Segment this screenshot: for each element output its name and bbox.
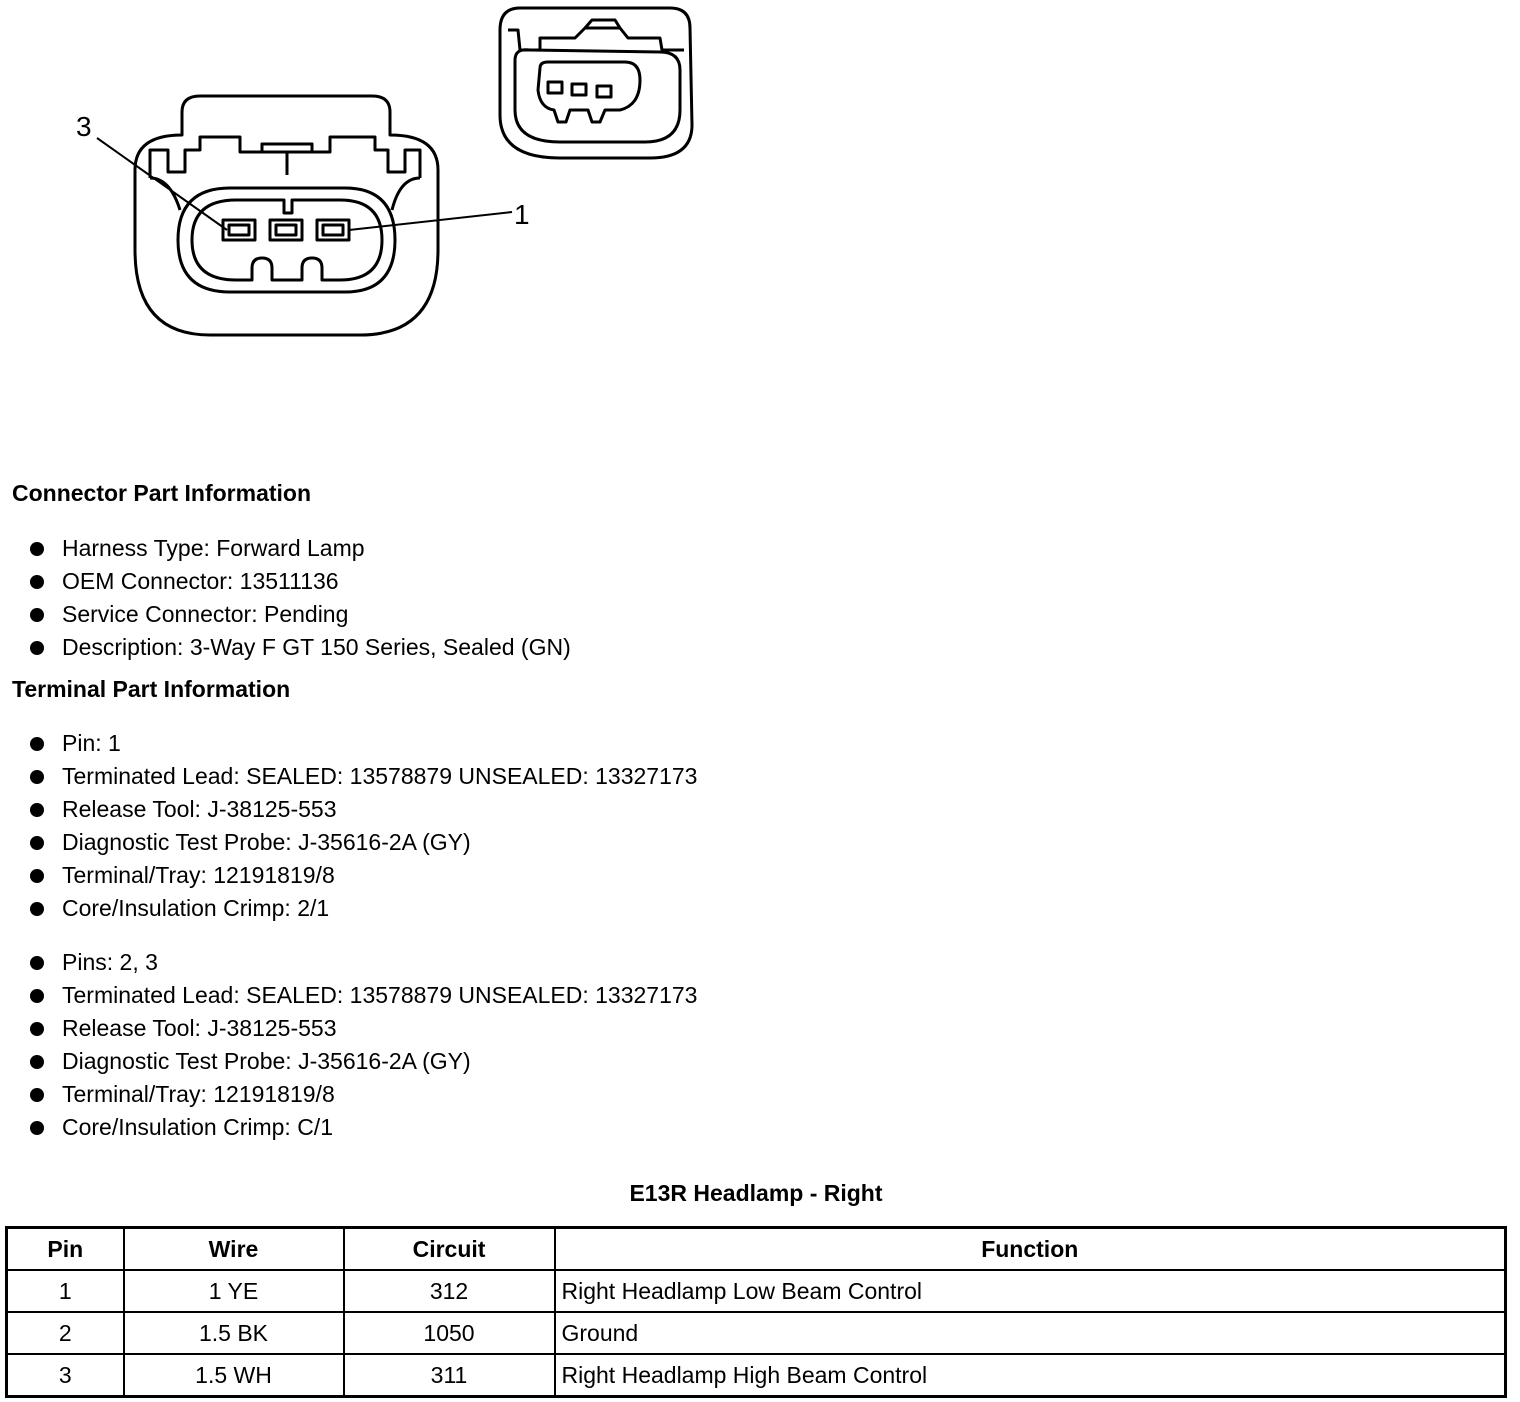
bullet-icon <box>30 1022 44 1036</box>
list-item: Terminal/Tray: 12191819/8 <box>30 859 697 892</box>
table-row <box>7 1270 1506 1312</box>
terminal-info-list-pin1 <box>30 727 697 925</box>
column-header-wire: Wire <box>124 1228 344 1271</box>
bullet-icon <box>30 641 44 655</box>
terminal-info-heading: Terminal Part Information <box>12 676 291 702</box>
list-item: Terminal/Tray: 12191819/8 <box>30 1078 697 1111</box>
list-item: Core/Insulation Crimp: C/1 <box>30 1111 697 1144</box>
cell-wire: 1 YE <box>124 1270 344 1312</box>
list-item: OEM Connector: 13511136 <box>30 565 571 598</box>
list-item: Service Connector: Pending <box>30 598 571 631</box>
cell-function: Right Headlamp High Beam Control <box>555 1354 1506 1397</box>
bullet-icon <box>30 836 44 850</box>
cell-wire: 1.5 WH <box>124 1354 344 1397</box>
list-item: Pin: 1 <box>30 727 697 760</box>
pin-table-title: E13R Headlamp - Right <box>629 1180 883 1206</box>
callout-3: 3 <box>76 111 92 142</box>
connector-info-heading: Connector Part Information <box>12 480 312 506</box>
bullet-icon <box>30 542 44 556</box>
terminal-info-list-pins23 <box>30 946 697 1144</box>
bullet-icon <box>30 1055 44 1069</box>
cell-circuit: 312 <box>344 1270 555 1312</box>
column-header-circuit: Circuit <box>344 1228 555 1271</box>
bullet-icon <box>30 1088 44 1102</box>
bullet-icon <box>30 737 44 751</box>
bullet-icon <box>30 989 44 1003</box>
bullet-icon <box>30 902 44 916</box>
cell-pin: 2 <box>7 1312 124 1354</box>
list-item: Release Tool: J-38125-553 <box>30 1012 697 1045</box>
bullet-icon <box>30 608 44 622</box>
bullet-icon <box>30 869 44 883</box>
callout-1: 1 <box>514 199 530 230</box>
cell-circuit: 1050 <box>344 1312 555 1354</box>
connector-info-list <box>30 532 571 664</box>
cell-pin: 3 <box>7 1354 124 1397</box>
list-item: Harness Type: Forward Lamp <box>30 532 571 565</box>
pin-table <box>5 1226 1507 1398</box>
column-header-pin: Pin <box>7 1228 124 1271</box>
bullet-icon <box>30 770 44 784</box>
cell-function: Right Headlamp Low Beam Control <box>555 1270 1506 1312</box>
list-item: Diagnostic Test Probe: J-35616-2A (GY) <box>30 826 697 859</box>
callout-1-leader <box>349 212 512 230</box>
connector-perspective-view <box>500 8 692 158</box>
connector-diagram <box>0 0 760 360</box>
bullet-icon <box>30 1121 44 1135</box>
list-item: Diagnostic Test Probe: J-35616-2A (GY) <box>30 1045 697 1078</box>
bullet-icon <box>30 575 44 589</box>
cell-circuit: 311 <box>344 1354 555 1397</box>
list-item: Pins: 2, 3 <box>30 946 697 979</box>
list-item: Terminated Lead: SEALED: 13578879 UNSEALED: 13327173 <box>30 760 697 793</box>
list-item: Terminated Lead: SEALED: 13578879 UNSEALED: 13327173 <box>30 979 697 1012</box>
list-item: Release Tool: J-38125-553 <box>30 793 697 826</box>
bullet-icon <box>30 956 44 970</box>
bullet-icon <box>30 803 44 817</box>
callout-3-leader <box>97 138 227 230</box>
cell-function: Ground <box>555 1312 1506 1354</box>
cell-pin: 1 <box>7 1270 124 1312</box>
list-item: Core/Insulation Crimp: 2/1 <box>30 892 697 925</box>
table-row <box>7 1354 1506 1397</box>
table-header-row <box>7 1228 1506 1271</box>
table-row <box>7 1312 1506 1354</box>
column-header-function: Function <box>555 1228 1506 1271</box>
cell-wire: 1.5 BK <box>124 1312 344 1354</box>
list-item: Description: 3-Way F GT 150 Series, Sealed (GN) <box>30 631 571 664</box>
